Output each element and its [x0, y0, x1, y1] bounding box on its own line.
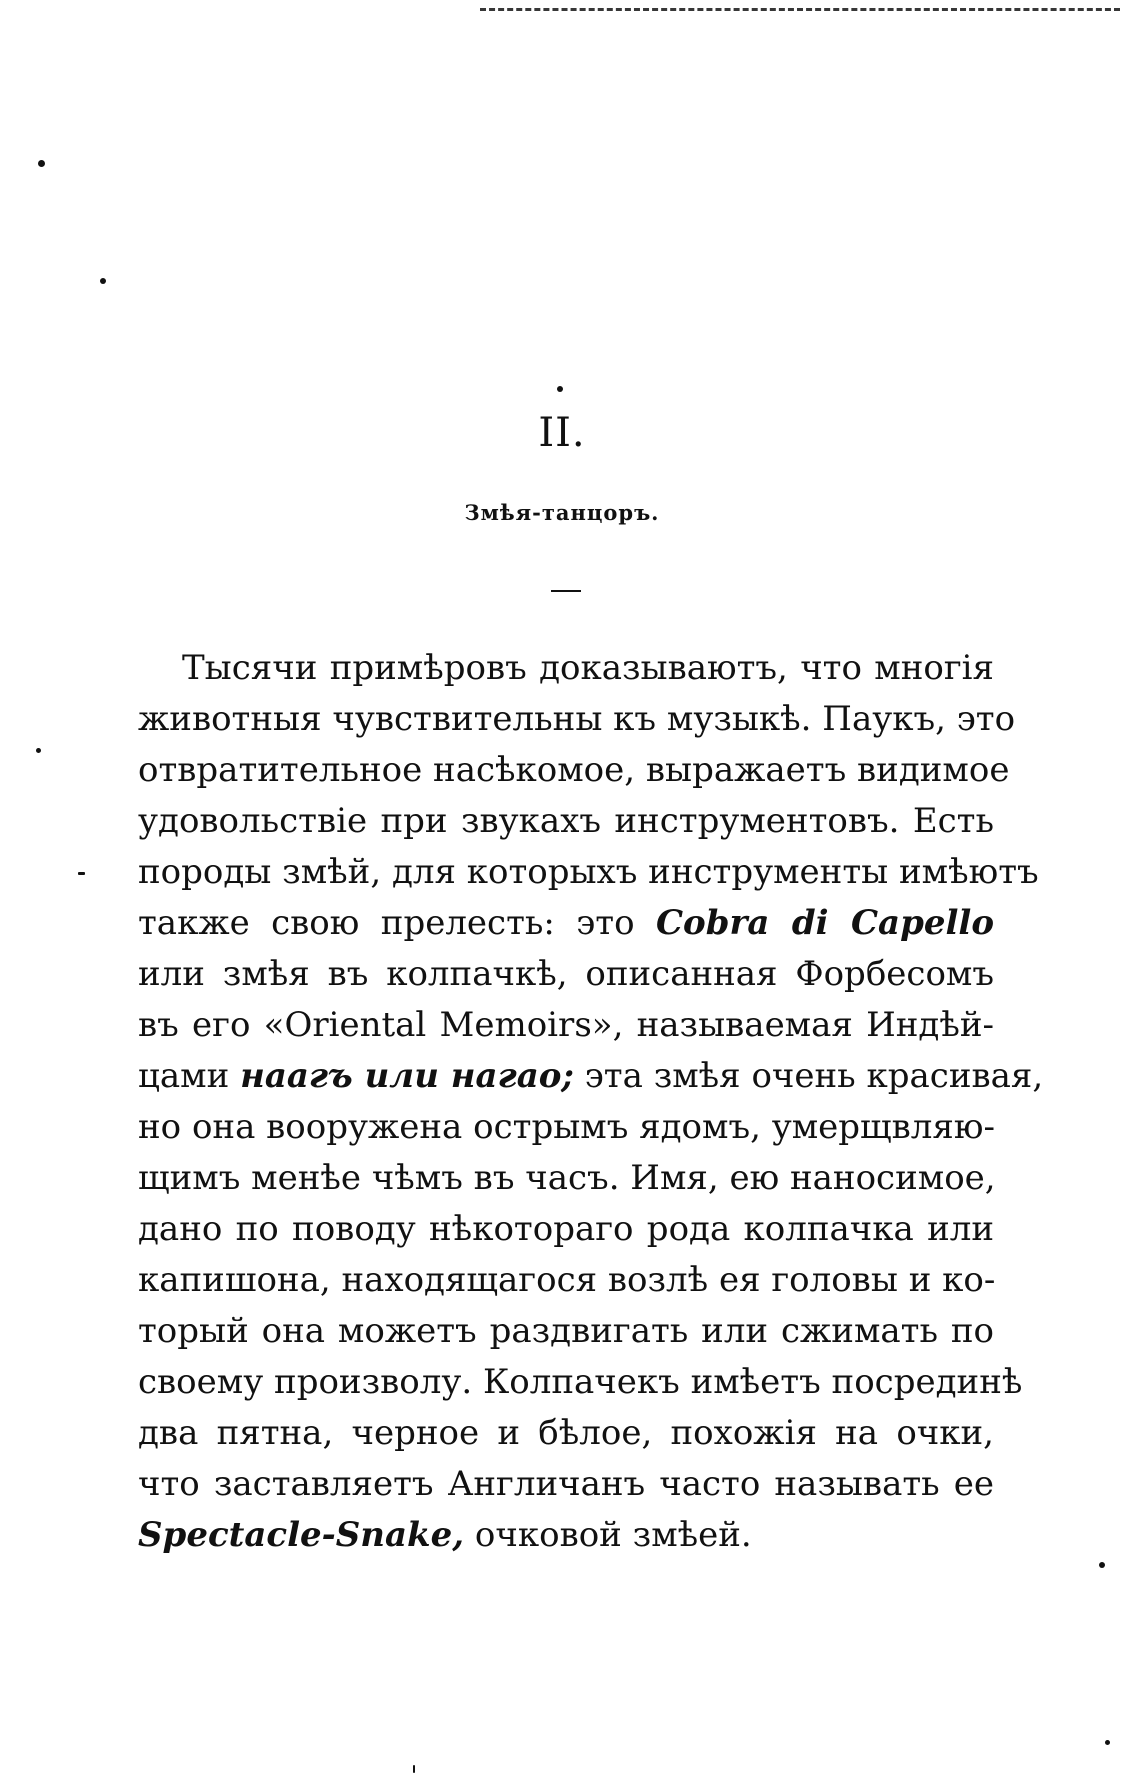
ink-speck	[557, 386, 563, 392]
text-line: въ его «Oriental Memoirs», называемая Индѣй-	[138, 1005, 994, 1045]
text-line: или змѣя въ колпачкѣ, описанная Форбесомъ	[138, 954, 994, 994]
text-line: капишона, находящагося возлѣ ея головы и ко-	[138, 1260, 996, 1300]
ink-speck	[1105, 1740, 1110, 1745]
ink-speck	[38, 160, 45, 167]
ink-speck	[100, 278, 106, 284]
text-line: что заставляетъ Англичанъ часто называть ее	[138, 1464, 994, 1504]
text-line: Spectacle-Snake, очковой змѣей.	[138, 1515, 752, 1555]
ink-speck	[36, 748, 41, 753]
text-line: щимъ менѣе чѣмъ въ часъ. Имя, ею наносимое,	[138, 1158, 996, 1198]
text-line: животныя чувствительны къ музыкѣ. Паукъ, это	[138, 699, 1016, 739]
text-line: своему произволу. Колпачекъ имѣетъ посрединѣ	[138, 1362, 1023, 1402]
chapter-number: II.	[538, 410, 586, 456]
text-line: Тысячи примѣровъ доказываютъ, что многія	[182, 648, 994, 688]
italic-phrase: Spectacle-Snake,	[138, 1515, 465, 1555]
title-divider	[551, 590, 581, 592]
text-line: два пятна, черное и бѣлое, похожія на очки,	[138, 1413, 994, 1453]
text-line: цами наагъ или нагао; эта змѣя очень красивая,	[138, 1056, 1044, 1096]
text-line: отвратительное насѣкомое, выражаетъ видимое	[138, 750, 1010, 790]
text-line: но она вооружена острымъ ядомъ, умерщвляю-	[138, 1107, 995, 1147]
top-edge-rule	[480, 0, 1120, 11]
chapter-title: Змѣя-танцоръ.	[464, 500, 660, 525]
ink-speck	[413, 1765, 415, 1773]
text-line: также свою прелесть: это Cobra di Capello	[138, 903, 994, 943]
text-line: торый она можетъ раздвигать или сжимать по	[138, 1311, 994, 1351]
italic-phrase: наагъ или нагао;	[240, 1056, 574, 1096]
text-line: дано по поводу нѣкотораго рода колпачка или	[138, 1209, 994, 1249]
italic-phrase: Cobra di Capello	[655, 903, 994, 943]
text-line: удовольствіе при звукахъ инструментовъ. Есть	[138, 801, 994, 841]
text-line: породы змѣй, для которыхъ инструменты имѣютъ	[138, 852, 1039, 892]
ink-speck	[1099, 1562, 1105, 1568]
paragraph	[138, 643, 1044, 1561]
ink-speck	[78, 872, 85, 875]
